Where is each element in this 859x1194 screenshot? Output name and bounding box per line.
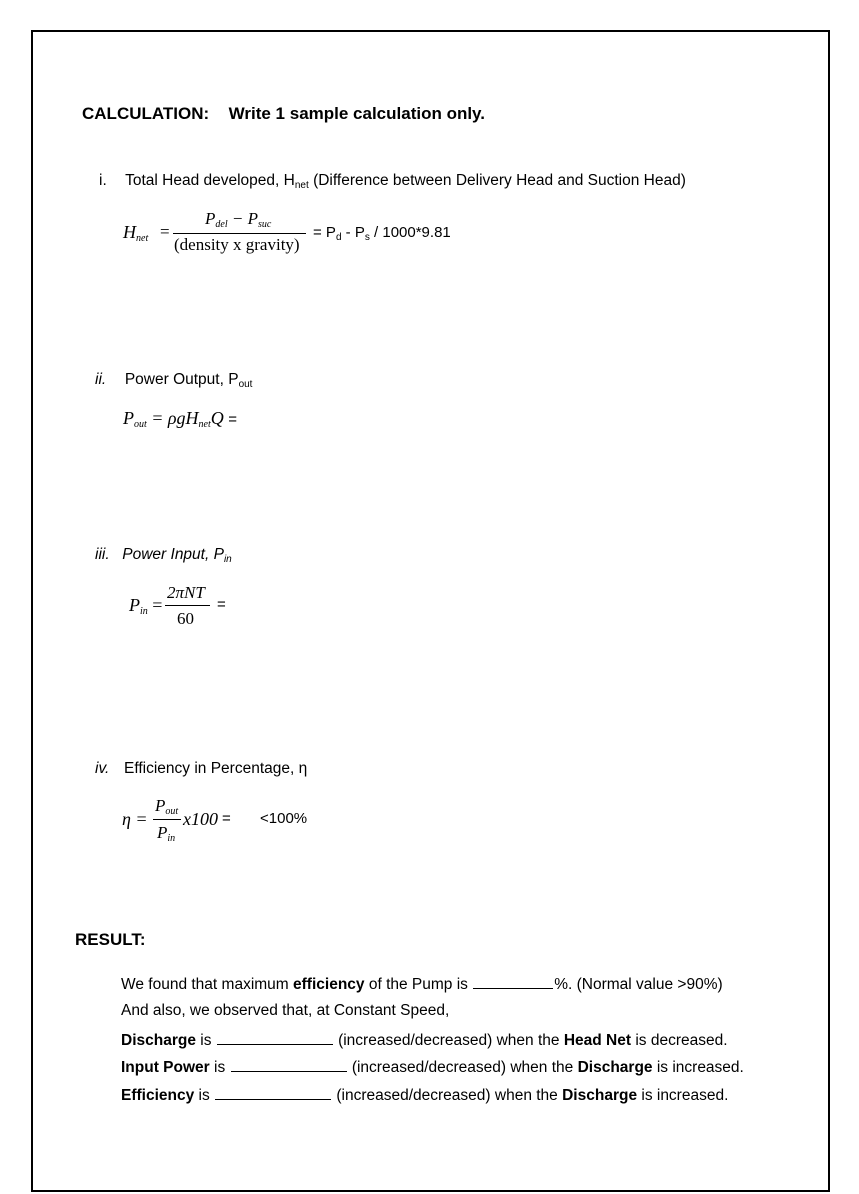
item-iii-label: iii. (95, 546, 110, 563)
formula-head-rhs: = $P_d - P_s / 1000*9.81$ (313, 224, 451, 243)
efficiency-blank[interactable] (473, 974, 553, 989)
formula-power-input-bar (165, 605, 210, 606)
discharge-blank[interactable] (217, 1030, 333, 1045)
calculation-instruction: Write 1 sample calculation only. (228, 104, 485, 123)
formula-head-fraction-bar (173, 233, 306, 234)
formula-power-input-numerator: 2πNT (167, 583, 205, 602)
formula-efficiency-lhs: η = (122, 809, 148, 829)
item-i-label: i. (99, 172, 107, 189)
formula-head-denominator: (density x gravity) (174, 235, 300, 254)
formula-efficiency-den: $P_{in}$ (157, 823, 176, 844)
formula-power-output: $P_{out} = \rho gH_{net}Q$ = (123, 408, 237, 430)
item-iv-label: iv. (95, 760, 110, 777)
formula-power-input-eq: = (217, 596, 226, 613)
item-iii-title-text: Power Input, P (122, 546, 224, 563)
formula-power-input-denominator: 60 (177, 609, 194, 628)
item-i-title-sub: net (294, 180, 309, 191)
formula-efficiency-note: <100% (260, 810, 308, 827)
item-iv-title-text: Efficiency in Percentage, η (123, 760, 308, 777)
formula-efficiency-factor: x100 (183, 809, 218, 829)
result-line-input-power: Input Power is (increased/decreased) when the Discharge is increased. (121, 1059, 744, 1076)
formula-head-numerator: $P_{del} - P_{suc}$ (205, 209, 272, 230)
item-iv-title (95, 760, 307, 778)
formula-efficiency-bar (153, 819, 181, 820)
item-i-title (99, 172, 686, 191)
item-ii-label: ii. (95, 371, 107, 388)
formula-efficiency-eq: = (222, 810, 231, 827)
formula-head-lhs: $H_{net}$ (123, 222, 149, 244)
item-i-title-rest: (Difference between Delivery Head and Suction Head) (313, 172, 686, 189)
result-line-efficiency: We found that maximum efficiency of the Pump is %. (Normal value >90%) (121, 976, 723, 993)
calculation-label: CALCULATION: (82, 104, 210, 123)
formula-head-eq: = (160, 222, 170, 241)
item-iii-title-sub: in (223, 554, 232, 565)
item-ii-title (95, 371, 252, 390)
input-power-blank[interactable] (231, 1057, 347, 1072)
formula-power-input-lhs: $P_{in}$ = (129, 595, 163, 617)
result-line-discharge: Discharge is (increased/decreased) when the Head Net is decreased. (121, 1032, 728, 1049)
calculation-heading (82, 104, 485, 124)
item-ii-title-sub: out (238, 379, 253, 390)
result-line-observation: And also, we observed that, at Constant Speed, (121, 1002, 450, 1019)
item-iii-title (95, 546, 232, 565)
efficiency-trend-blank[interactable] (215, 1085, 331, 1100)
item-ii-title-text: Power Output, P (124, 371, 239, 388)
formula-efficiency-num: $P_{out}$ (155, 796, 179, 817)
result-line-efficiency-trend: Efficiency is (increased/decreased) when the Discharge is increased. (121, 1087, 729, 1104)
item-i-title-text: Total Head developed, H (125, 172, 295, 189)
result-heading: RESULT: (75, 930, 146, 949)
